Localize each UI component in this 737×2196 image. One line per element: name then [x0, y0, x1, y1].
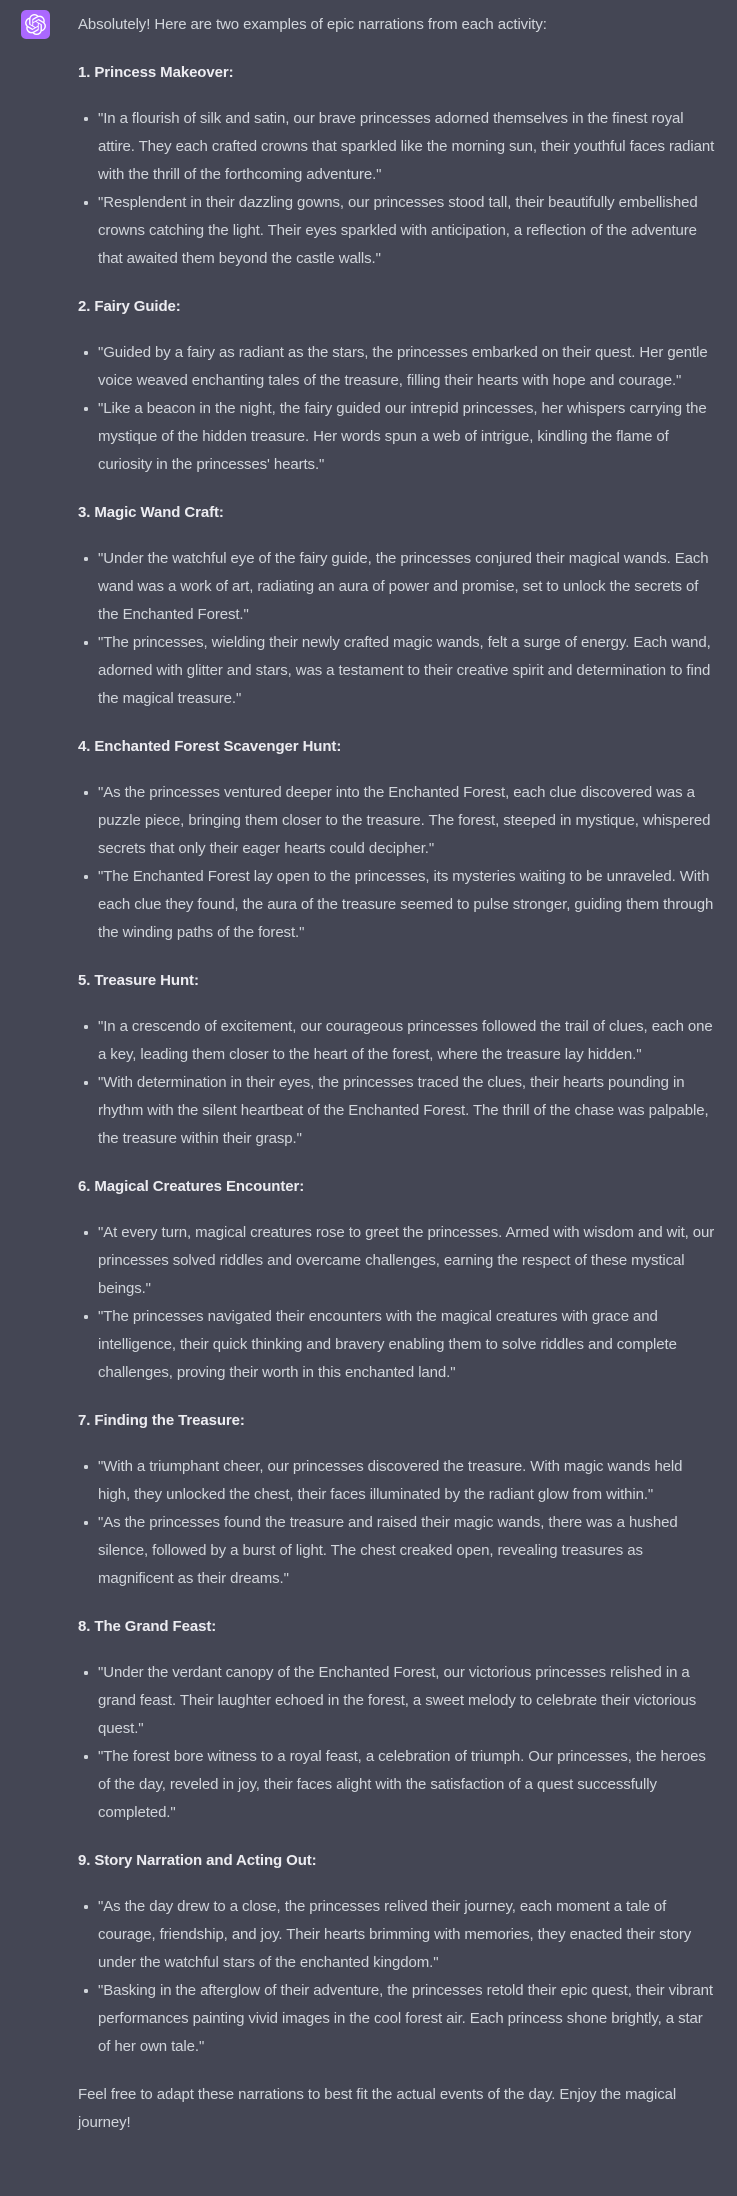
narration-item: "At every turn, magical creatures rose to greet the princesses. Armed with wisdom and wit, our princesses solved riddles and overcame challenges, earning the respect of these mystical beings.": [78, 1219, 718, 1303]
activity-heading: 4. Enchanted Forest Scavenger Hunt:: [78, 738, 342, 755]
narration-item: "The forest bore witness to a royal feast, a celebration of triumph. Our princesses, the heroes of the day, reveled in joy, their faces alight with the satisfaction of a quest successfully completed.": [78, 1743, 718, 1827]
outro-paragraph: Feel free to adapt these narrations to best fit the actual events of the day. Enjoy the magical journey!: [78, 2086, 677, 2131]
narration-item: "The princesses, wielding their newly crafted magic wands, felt a surge of energy. Each wand, adorned with glitter and stars, was a testament to their creative spirit and determination to find the magical treasure.": [78, 629, 718, 713]
assistant-avatar: [21, 10, 50, 39]
narration-item: "Under the verdant canopy of the Enchanted Forest, our victorious princesses relished in a grand feast. Their laughter echoed in the forest, a sweet melody to celebrate their victorious quest.": [78, 1659, 718, 1743]
narration-list: [78, 1453, 718, 1593]
activity-section: [78, 1173, 718, 1387]
activity-heading: 7. Finding the Treasure:: [78, 1412, 245, 1429]
activity-heading: 1. Princess Makeover:: [78, 64, 234, 81]
narration-list: [78, 105, 718, 273]
narration-list: [78, 339, 718, 479]
activity-section: [78, 59, 718, 273]
narration-list: [78, 1659, 718, 1827]
narration-item: "As the day drew to a close, the princesses relived their journey, each moment a tale of courage, friendship, and joy. Their hearts brimming with memories, they enacted their story under the watchful stars of the enchanted kingdom.": [78, 1893, 718, 1977]
narration-list: [78, 779, 718, 947]
activity-heading: 9. Story Narration and Acting Out:: [78, 1852, 317, 1869]
activity-heading: 5. Treasure Hunt:: [78, 972, 199, 989]
sections-container: [78, 59, 718, 2061]
narration-list: [78, 1219, 718, 1387]
narration-item: "Resplendent in their dazzling gowns, our princesses stood tall, their beautifully embellished crowns catching the light. Their eyes sparkled with anticipation, a reflection of the adventure that awaited them beyond the castle walls.": [78, 189, 718, 273]
narration-list: [78, 1013, 718, 1153]
narration-item: "As the princesses found the treasure and raised their magic wands, there was a hushed silence, followed by a burst of light. The chest creaked open, revealing treasures as magnificent as their dreams.": [78, 1509, 718, 1593]
narration-item: "The princesses navigated their encounters with the magical creatures with grace and intelligence, their quick thinking and bravery enabling them to solve riddles and complete challenges, proving their worth in this enchanted land.": [78, 1303, 718, 1387]
activity-section: [78, 1847, 718, 2061]
narration-item: "The Enchanted Forest lay open to the princesses, its mysteries waiting to be unraveled. With each clue they found, the aura of the treasure seemed to pulse stronger, guiding them through the winding paths of the forest.": [78, 863, 718, 947]
activity-heading: 8. The Grand Feast:: [78, 1618, 217, 1635]
activity-heading: 2. Fairy Guide:: [78, 298, 181, 315]
narration-list: [78, 1893, 718, 2061]
activity-section: [78, 499, 718, 713]
narration-item: "With determination in their eyes, the princesses traced the clues, their hearts pounding in rhythm with the silent heartbeat of the Enchanted Forest. The thrill of the chase was palpable, the treasure within their grasp.": [78, 1069, 718, 1153]
activity-heading: 3. Magic Wand Craft:: [78, 504, 224, 521]
narration-item: "With a triumphant cheer, our princesses discovered the treasure. With magic wands held high, they unlocked the chest, their faces illuminated by the radiant glow from within.": [78, 1453, 718, 1509]
narration-item: "Guided by a fairy as radiant as the stars, the princesses embarked on their quest. Her gentle voice weaved enchanting tales of the treasure, filling their hearts with hope and courage.": [78, 339, 718, 395]
narration-item: "Basking in the afterglow of their adventure, the princesses retold their epic quest, their vibrant performances painting vivid images in the cool forest air. Each princess shone brightly, a star of her own tale.": [78, 1977, 718, 2061]
activity-section: [78, 733, 718, 947]
openai-logo-icon: [25, 14, 46, 35]
message-content: [78, 11, 718, 2137]
narration-item: "In a flourish of silk and satin, our brave princesses adorned themselves in the finest royal attire. They each crafted crowns that sparkled like the morning sun, their youthful faces radiant with the thrill of the forthcoming adventure.": [78, 105, 718, 189]
intro-paragraph: Absolutely! Here are two examples of epic narrations from each activity:: [78, 16, 547, 33]
activity-section: [78, 1613, 718, 1827]
activity-section: [78, 967, 718, 1153]
activity-heading: 6. Magical Creatures Encounter:: [78, 1178, 305, 1195]
narration-item: "In a crescendo of excitement, our courageous princesses followed the trail of clues, each one a key, leading them closer to the heart of the forest, where the treasure lay hidden.": [78, 1013, 718, 1069]
narration-list: [78, 545, 718, 713]
narration-item: "Under the watchful eye of the fairy guide, the princesses conjured their magical wands. Each wand was a work of art, radiating an aura of power and promise, set to unlock the secrets of the Enchanted Forest.": [78, 545, 718, 629]
activity-section: [78, 1407, 718, 1593]
narration-item: "Like a beacon in the night, the fairy guided our intrepid princesses, her whispers carrying the mystique of the hidden treasure. Her words spun a web of intrigue, kindling the flame of curiosity in the princesses' hearts.": [78, 395, 718, 479]
activity-section: [78, 293, 718, 479]
narration-item: "As the princesses ventured deeper into the Enchanted Forest, each clue discovered was a puzzle piece, bringing them closer to the treasure. The forest, steeped in mystique, whispered secrets that only their eager hearts could decipher.": [78, 779, 718, 863]
